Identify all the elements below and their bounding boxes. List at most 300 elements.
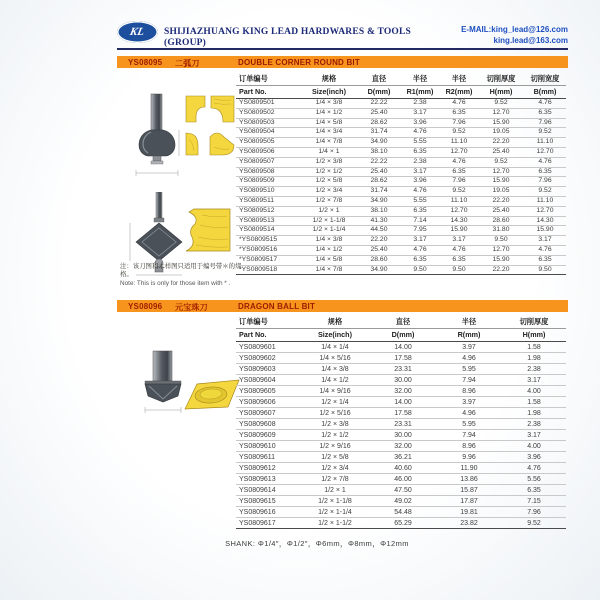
table-cell: 3.97	[436, 342, 502, 353]
table-cell: 6.35	[502, 485, 566, 496]
table-cell: 1/4 × 7/8	[300, 265, 358, 275]
table-cell: Size(inch)	[300, 85, 358, 99]
table-cell: 切削厚度	[478, 72, 524, 85]
table-cell: 1/2 × 3/8	[300, 419, 370, 430]
table-cell: 15.90	[524, 226, 566, 236]
table-cell: YS0809512	[236, 206, 300, 216]
table-row	[236, 419, 566, 430]
table-cell: 9.50	[524, 265, 566, 275]
table-cell: 4.76	[524, 99, 566, 109]
table-cell: 1.98	[502, 353, 566, 364]
table-cell: 9.52	[478, 157, 524, 167]
shank-spec-line: SHANK: Φ1/4″，Φ1/2″，Φ6mm，Φ8mm，Φ12mm	[225, 539, 409, 548]
table-cell: 2.38	[502, 419, 566, 430]
table-cell: 3.97	[436, 397, 502, 408]
table-cell: 9.52	[524, 128, 566, 138]
table-cell: 1/2 × 1-1/8	[300, 216, 358, 226]
table-cell: 22.20	[478, 196, 524, 206]
corner-round-bit-diagram	[133, 93, 181, 188]
table-cell: 1/4 × 1/2	[300, 245, 358, 255]
table-cell: 31.74	[358, 128, 400, 138]
table-row	[236, 386, 566, 397]
table-cell: 12.70	[478, 167, 524, 177]
table-row	[236, 196, 566, 206]
table-cell: YS0809606	[236, 397, 300, 408]
table-row	[236, 255, 566, 265]
table-cell: 34.90	[358, 138, 400, 148]
table-cell: 1.58	[502, 342, 566, 353]
table-row	[236, 342, 566, 353]
table-cell: 4.76	[502, 463, 566, 474]
table-cell: 2.38	[400, 99, 440, 109]
table-cell: YS0809504	[236, 128, 300, 138]
table-row	[236, 187, 566, 197]
table-cell: 订单编号	[236, 72, 300, 85]
table-row	[236, 452, 566, 463]
table-cell: 4.00	[502, 386, 566, 397]
table-cell: *YS0809516	[236, 245, 300, 255]
table-row	[236, 328, 566, 342]
table-cell: 38.10	[358, 206, 400, 216]
table-cell: 6.35	[400, 255, 440, 265]
table-cell: 3.17	[502, 430, 566, 441]
table-cell: YS0809503	[236, 118, 300, 128]
section2-title-en: DRAGON BALL BIT	[238, 302, 316, 311]
table-cell: YS0809602	[236, 353, 300, 364]
table-cell: 17.58	[370, 353, 436, 364]
table-cell: 1/2 × 1/4	[300, 397, 370, 408]
table-cell: 11.90	[436, 463, 502, 474]
table-cell: 3.17	[400, 236, 440, 246]
table-row	[236, 206, 566, 216]
section2-banner	[117, 300, 568, 312]
table-cell: 14.30	[524, 216, 566, 226]
table-row	[236, 518, 566, 529]
table-cell: 6.35	[524, 255, 566, 265]
table-cell: 切削宽度	[524, 72, 566, 85]
table-cell: 4.76	[400, 128, 440, 138]
note-en: Note: This is only for those item with * .	[120, 280, 231, 287]
table-row	[236, 265, 566, 275]
table-cell: YS0809514	[236, 226, 300, 236]
table-cell: 30.00	[370, 430, 436, 441]
table-cell: 3.17	[524, 236, 566, 246]
table-cell: 2.38	[502, 364, 566, 375]
table-cell: 5.55	[400, 196, 440, 206]
table-cell: 1/2 × 3/8	[300, 157, 358, 167]
table-cell: 44.50	[358, 226, 400, 236]
table-cell: 7.95	[400, 226, 440, 236]
table-cell: 36.21	[370, 452, 436, 463]
table-row	[236, 397, 566, 408]
logo-text: KL	[129, 26, 146, 38]
table-row	[236, 441, 566, 452]
table-cell: 1/4 × 5/8	[300, 118, 358, 128]
table-cell: 23.31	[370, 364, 436, 375]
table-cell: 9.50	[440, 265, 478, 275]
table-cell: *YS0809517	[236, 255, 300, 265]
table-cell: 3.96	[400, 118, 440, 128]
table-cell: 5.55	[400, 138, 440, 148]
table-cell: 3.96	[502, 452, 566, 463]
table-row	[236, 463, 566, 474]
table-cell: 1/2 × 1/2	[300, 430, 370, 441]
table-row	[236, 167, 566, 177]
asterisk-note	[120, 263, 242, 288]
table-cell: 1/2 × 1-1/4	[300, 226, 358, 236]
table-cell: 切削厚度	[502, 315, 566, 328]
table-cell: R1(mm)	[400, 85, 440, 99]
table-cell: 12.70	[440, 147, 478, 157]
table-cell: 1/2 × 9/16	[300, 441, 370, 452]
table-cell: 15.90	[478, 177, 524, 187]
table-cell: 半径	[440, 72, 478, 85]
table-row	[236, 72, 566, 85]
table-cell: 7.96	[524, 118, 566, 128]
table-cell: 23.31	[370, 419, 436, 430]
table-cell: YS0809501	[236, 99, 300, 109]
table-cell: 1/2 × 1-1/4	[300, 507, 370, 518]
table-cell: 11.10	[524, 138, 566, 148]
dragon-ball-carved-wood-sample	[183, 378, 241, 416]
table-cell: 8.96	[436, 386, 502, 397]
table-cell: 1/2 × 5/8	[300, 452, 370, 463]
table-cell: YS0809603	[236, 364, 300, 375]
table-cell: YS0809607	[236, 408, 300, 419]
table-cell: 47.50	[370, 485, 436, 496]
table-cell: 1.98	[502, 408, 566, 419]
table-cell: 25.40	[478, 206, 524, 216]
table-cell: 25.40	[358, 108, 400, 118]
table-cell: YS0809617	[236, 518, 300, 529]
section1-code: YS08095	[128, 58, 163, 67]
table-cell: 31.80	[478, 226, 524, 236]
double-corner-round-bit-table	[236, 72, 566, 275]
table-cell: 1/2 × 1/2	[300, 167, 358, 177]
table-cell: 25.40	[478, 147, 524, 157]
king-lead-logo-icon	[117, 21, 158, 43]
section1-banner	[117, 56, 568, 68]
table-cell: 2.38	[400, 157, 440, 167]
table-cell: YS0809613	[236, 474, 300, 485]
table1-header	[236, 72, 566, 99]
table-cell: 7.96	[440, 118, 478, 128]
table-cell: 22.22	[358, 99, 400, 109]
table-cell: 28.60	[358, 255, 400, 265]
table-cell: 9.50	[478, 236, 524, 246]
table-row	[236, 485, 566, 496]
table-row	[236, 245, 566, 255]
table-cell: 4.00	[502, 441, 566, 452]
table-cell: 7.14	[400, 216, 440, 226]
table-cell: 12.70	[524, 147, 566, 157]
table-cell: 12.70	[524, 206, 566, 216]
table-row	[236, 85, 566, 99]
table-cell: YS0809508	[236, 167, 300, 177]
table-cell: YS0809604	[236, 375, 300, 386]
table-cell: 3.17	[440, 236, 478, 246]
table-row	[236, 364, 566, 375]
table-cell: 9.52	[524, 187, 566, 197]
table-cell: 9.50	[400, 265, 440, 275]
table-cell: 25.40	[358, 245, 400, 255]
table-cell: 17.58	[370, 408, 436, 419]
header-divider	[117, 48, 568, 50]
double-arc-wood-profile	[180, 207, 232, 253]
table-cell: YS0809611	[236, 452, 300, 463]
table-cell: 14.30	[440, 216, 478, 226]
table-cell: Part No.	[236, 328, 300, 342]
table-cell: 规格	[300, 72, 358, 85]
table-cell: 1/4 × 1/4	[300, 342, 370, 353]
table-cell: 40.60	[370, 463, 436, 474]
table-cell: 14.00	[370, 342, 436, 353]
table-cell: YS0809608	[236, 419, 300, 430]
table-cell: 12.70	[478, 245, 524, 255]
table-cell: YS0809601	[236, 342, 300, 353]
table-cell: 28.60	[478, 216, 524, 226]
table-cell: 6.35	[440, 167, 478, 177]
table-cell: 1/4 × 5/16	[300, 353, 370, 364]
table-cell: 4.76	[400, 187, 440, 197]
table-cell: 15.90	[478, 255, 524, 265]
table-row	[236, 216, 566, 226]
table-cell: 直径	[370, 315, 436, 328]
table-cell: 11.10	[440, 138, 478, 148]
table-cell: 9.52	[440, 187, 478, 197]
table-cell: 1/4 × 3/8	[300, 364, 370, 375]
table1-body	[236, 99, 566, 275]
table-row	[236, 353, 566, 364]
table-cell: YS0809506	[236, 147, 300, 157]
table-cell: 15.90	[478, 118, 524, 128]
table-cell: 22.20	[358, 236, 400, 246]
table-row	[236, 99, 566, 109]
table-cell: YS0809615	[236, 496, 300, 507]
table-cell: YS0809616	[236, 507, 300, 518]
table-cell: 4.76	[440, 157, 478, 167]
table-cell: 1/4 × 3/8	[300, 99, 358, 109]
table-row	[236, 157, 566, 167]
table-cell: 22.22	[358, 157, 400, 167]
dragon-ball-bit-table	[236, 315, 566, 529]
table-row	[236, 408, 566, 419]
table-cell: 32.00	[370, 386, 436, 397]
table-row	[236, 118, 566, 128]
table-cell: YS0809507	[236, 157, 300, 167]
email-link-163[interactable]: king.lead@163.com	[493, 36, 568, 45]
table-cell: 1/2 × 1-1/2	[300, 518, 370, 529]
table-cell: 规格	[300, 315, 370, 328]
table-cell: 41.30	[358, 216, 400, 226]
table-cell: 1/2 × 1-1/8	[300, 496, 370, 507]
table-cell: 7.96	[440, 177, 478, 187]
table-cell: R(mm)	[436, 328, 502, 342]
table-cell: 4.76	[440, 245, 478, 255]
table-cell: 6.35	[400, 147, 440, 157]
table-cell: 1/4 × 9/16	[300, 386, 370, 397]
table-cell: 14.00	[370, 397, 436, 408]
table-cell: 直径	[358, 72, 400, 85]
table-row	[236, 147, 566, 157]
table-row	[236, 138, 566, 148]
table-cell: 1/2 × 1	[300, 485, 370, 496]
table-row	[236, 507, 566, 518]
table-cell: 22.20	[478, 138, 524, 148]
table-row	[236, 474, 566, 485]
table-cell: 65.29	[370, 518, 436, 529]
table-cell: 12.70	[478, 108, 524, 118]
table-cell: Size(inch)	[300, 328, 370, 342]
table2-body	[236, 342, 566, 529]
contact-emails	[461, 24, 568, 46]
table-cell: 3.17	[502, 375, 566, 386]
table-cell: 5.95	[436, 419, 502, 430]
table-cell: 11.10	[524, 196, 566, 206]
table-cell: 15.90	[440, 226, 478, 236]
table-cell: D(mm)	[358, 85, 400, 99]
table-cell: 54.48	[370, 507, 436, 518]
table-cell: YS0809509	[236, 177, 300, 187]
table-cell: 6.35	[440, 255, 478, 265]
table-cell: 28.62	[358, 118, 400, 128]
table-cell: 4.76	[524, 157, 566, 167]
table-cell: 1/2 × 3/4	[300, 187, 358, 197]
table-cell: 4.96	[436, 408, 502, 419]
table-cell: YS0809505	[236, 138, 300, 148]
table-cell: YS0809612	[236, 463, 300, 474]
table-cell: 1/4 × 1	[300, 147, 358, 157]
dragon-ball-bit-diagram	[138, 350, 188, 416]
table-cell: 9.52	[478, 99, 524, 109]
table-cell: 7.96	[524, 177, 566, 187]
table-row	[236, 375, 566, 386]
table-cell: 半径	[436, 315, 502, 328]
table-cell: H(mm)	[478, 85, 524, 99]
table-cell: YS0809609	[236, 430, 300, 441]
table-cell: 1/2 × 7/8	[300, 196, 358, 206]
table-cell: 34.90	[358, 265, 400, 275]
table-cell: 1/2 × 1	[300, 206, 358, 216]
table-cell: 23.82	[436, 518, 502, 529]
table-cell: 12.70	[440, 206, 478, 216]
table-cell: 1/4 × 3/8	[300, 236, 358, 246]
table-cell: 32.00	[370, 441, 436, 452]
table-cell: 1/4 × 3/4	[300, 128, 358, 138]
table-cell: 5.56	[502, 474, 566, 485]
table-cell: 4.76	[400, 245, 440, 255]
table-row	[236, 315, 566, 328]
table-cell: 1/4 × 5/8	[300, 255, 358, 265]
section2-title-cn: 元宝珠刀	[175, 303, 208, 312]
table-cell: YS0809502	[236, 108, 300, 118]
table-cell: 3.17	[400, 108, 440, 118]
table-cell: 19.05	[478, 128, 524, 138]
table-cell: 7.15	[502, 496, 566, 507]
table-cell: YS0809511	[236, 196, 300, 206]
table-cell: 7.94	[436, 430, 502, 441]
table-cell: 7.94	[436, 375, 502, 386]
table-cell: 半径	[400, 72, 440, 85]
table-cell: B(mm)	[524, 85, 566, 99]
table-cell: 46.00	[370, 474, 436, 485]
table-cell: 4.76	[524, 245, 566, 255]
table-cell: *YS0809518	[236, 265, 300, 275]
table-cell: 15.87	[436, 485, 502, 496]
table-cell: 9.52	[502, 518, 566, 529]
table-row	[236, 128, 566, 138]
table-row	[236, 226, 566, 236]
note-cn: 注：该刀图和木样图只适用于编号带＊的规格。	[120, 263, 242, 278]
table-cell: YS0809513	[236, 216, 300, 226]
table-cell: 1/4 × 1/2	[300, 108, 358, 118]
table-cell: 8.96	[436, 441, 502, 452]
table-cell: 1/2 × 5/8	[300, 177, 358, 187]
table-cell: 1/2 × 5/16	[300, 408, 370, 419]
table-cell: 38.10	[358, 147, 400, 157]
section1-title-cn: 二弧刀	[175, 59, 200, 68]
table-cell: 1.58	[502, 397, 566, 408]
company-name: SHIJIAZHUANG KING LEAD HARDWARES & TOOLS (GROUP)	[164, 27, 412, 48]
table-cell: 4.96	[436, 353, 502, 364]
table-row	[236, 430, 566, 441]
table-cell: H(mm)	[502, 328, 566, 342]
table-cell: *YS0809515	[236, 236, 300, 246]
table-cell: YS0809605	[236, 386, 300, 397]
table-cell: YS0809614	[236, 485, 300, 496]
table-cell: 4.76	[440, 99, 478, 109]
table-cell: 9.96	[436, 452, 502, 463]
table-cell: 28.62	[358, 177, 400, 187]
table-cell: 22.20	[478, 265, 524, 275]
section1-title-en: DOUBLE CORNER ROUND BIT	[238, 58, 360, 67]
section2-code: YS08096	[128, 302, 163, 311]
email-link-126[interactable]: E-MAIL:king_lead@126.com	[461, 25, 568, 34]
table-cell: 1/2 × 7/8	[300, 474, 370, 485]
table-cell: 19.05	[478, 187, 524, 197]
table-cell: 34.90	[358, 196, 400, 206]
table-cell: 6.35	[524, 167, 566, 177]
table-row	[236, 496, 566, 507]
table-cell: 17.87	[436, 496, 502, 507]
table-cell: 1/2 × 3/4	[300, 463, 370, 474]
table-row	[236, 177, 566, 187]
corner-round-wood-profiles	[184, 95, 236, 159]
table-cell: 31.74	[358, 187, 400, 197]
table-cell: D(mm)	[370, 328, 436, 342]
table-cell: 9.52	[440, 128, 478, 138]
table-cell: 3.17	[400, 167, 440, 177]
table-row	[236, 108, 566, 118]
table-cell: 订单编号	[236, 315, 300, 328]
table-cell: YS0809610	[236, 441, 300, 452]
table-cell: R2(mm)	[440, 85, 478, 99]
table-cell: Part No.	[236, 85, 300, 99]
table-cell: 1/4 × 7/8	[300, 138, 358, 148]
table2-header	[236, 315, 566, 342]
table-cell: 3.96	[400, 177, 440, 187]
table-cell: 11.10	[440, 196, 478, 206]
table-cell: 25.40	[358, 167, 400, 177]
table-cell: 30.00	[370, 375, 436, 386]
table-cell: 6.35	[524, 108, 566, 118]
table-cell: YS0809510	[236, 187, 300, 197]
table-cell: 5.95	[436, 364, 502, 375]
table-cell: 13.86	[436, 474, 502, 485]
table-cell: 7.96	[502, 507, 566, 518]
table-cell: 6.35	[440, 108, 478, 118]
table-cell: 6.35	[400, 206, 440, 216]
